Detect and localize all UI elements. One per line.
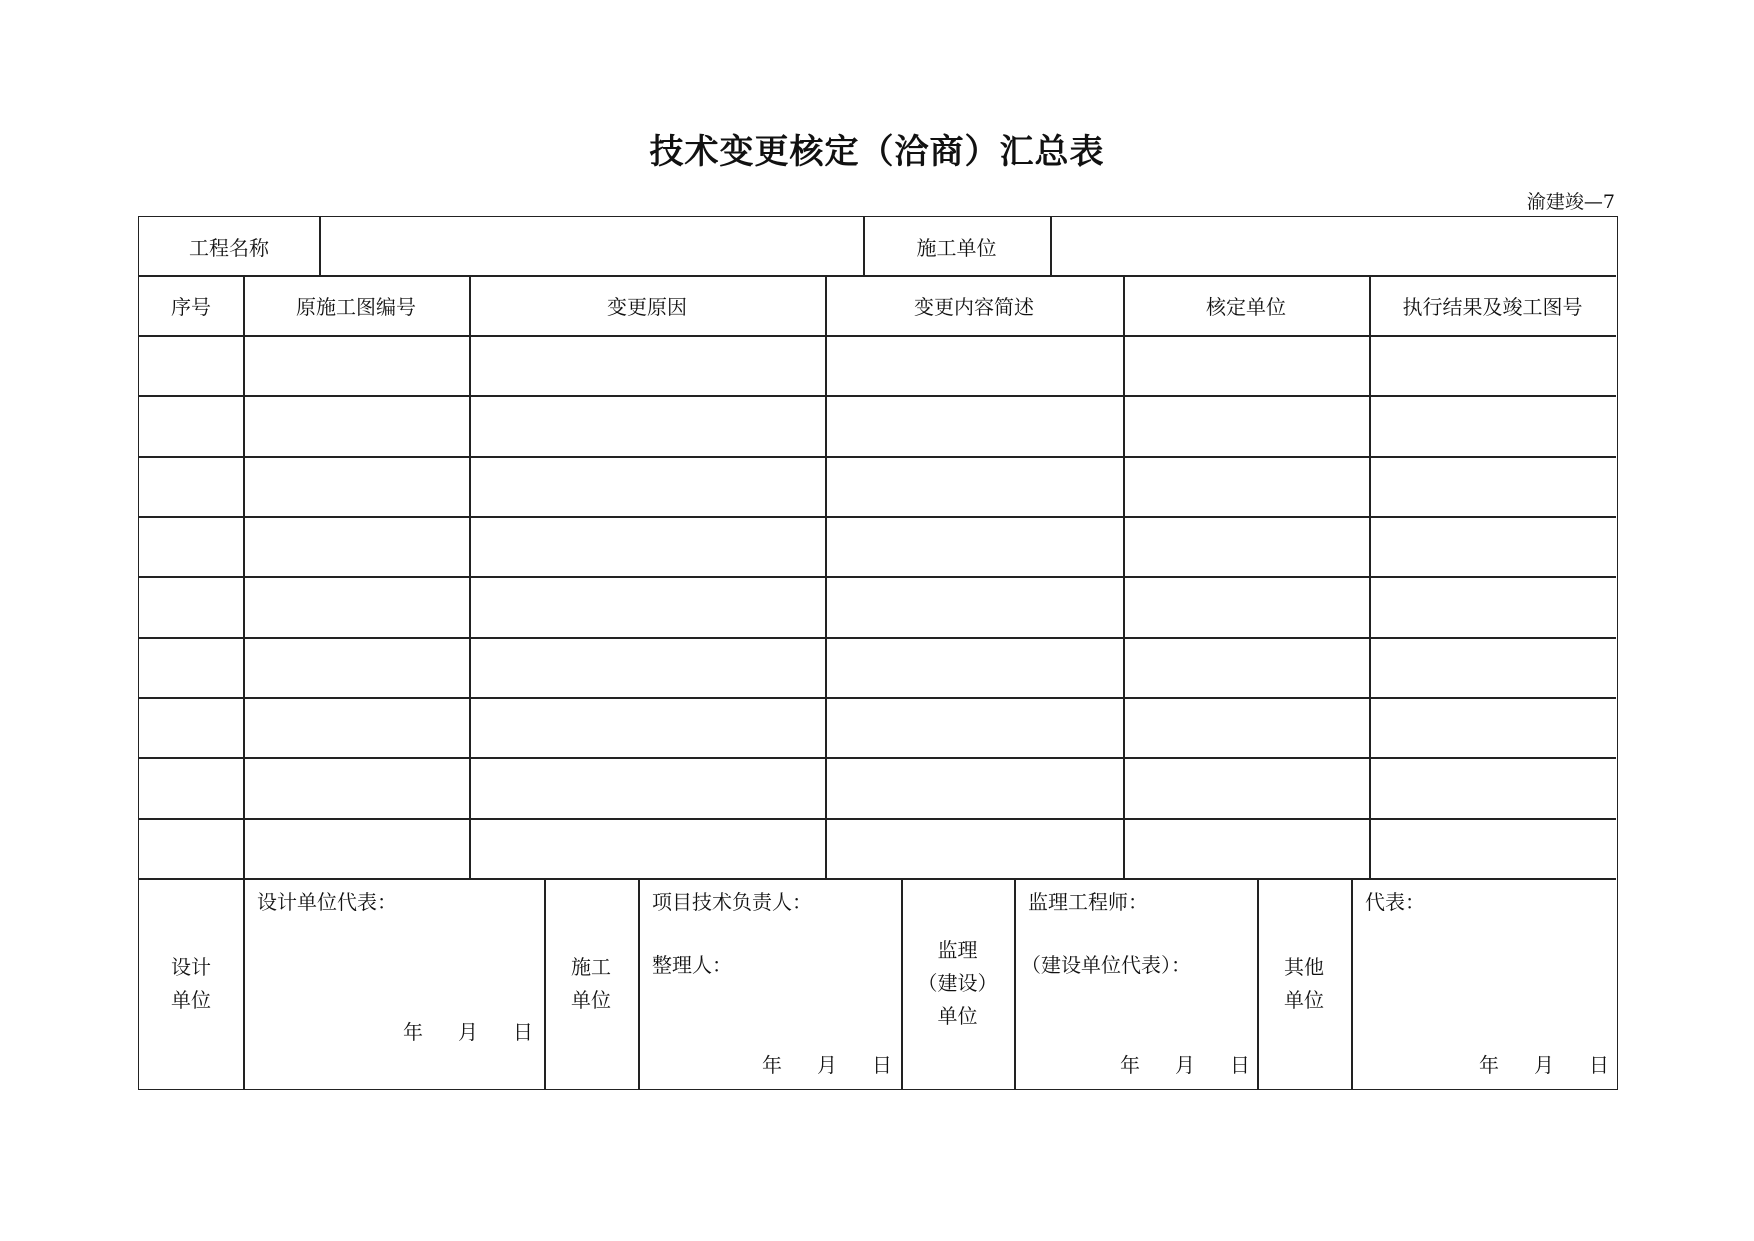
table-cell-approver[interactable] — [1123, 395, 1369, 456]
design-unit-label-line1: 设计 — [171, 954, 211, 979]
table-cell-content[interactable] — [825, 697, 1123, 757]
table-cell-reason[interactable] — [469, 697, 825, 757]
table-cell-approver[interactable] — [1123, 818, 1369, 878]
table-cell-seq[interactable] — [139, 395, 243, 456]
table-cell-result[interactable] — [1369, 637, 1616, 697]
summary-table — [138, 216, 1618, 1090]
column-header-approver: 核定单位 — [1206, 294, 1286, 319]
column-header-result: 执行结果及竣工图号 — [1402, 294, 1583, 319]
design-date-day: 日 — [513, 1020, 533, 1044]
table-cell-result[interactable] — [1369, 757, 1616, 818]
table-cell-reason[interactable] — [469, 456, 825, 516]
table-cell-approver[interactable] — [1123, 456, 1369, 516]
table-cell-approver[interactable] — [1123, 516, 1369, 576]
table-cell-approver[interactable] — [1123, 697, 1369, 757]
supervision-date — [1120, 1049, 1250, 1078]
supervision-date-day: 日 — [1230, 1053, 1250, 1077]
table-cell-drawing-no[interactable] — [243, 697, 469, 757]
table-cell-content[interactable] — [825, 637, 1123, 697]
other-date-year: 年 — [1479, 1053, 1499, 1077]
supervising-engineer-label: 监理工程师： — [1028, 890, 1148, 914]
other-date — [1479, 1049, 1609, 1078]
column-header-content: 变更内容简述 — [914, 294, 1034, 319]
table-cell-seq[interactable] — [139, 576, 243, 637]
table-cell-drawing-no[interactable] — [243, 818, 469, 878]
table-cell-drawing-no[interactable] — [243, 456, 469, 516]
table-cell-approver[interactable] — [1123, 576, 1369, 637]
table-cell-reason[interactable] — [469, 757, 825, 818]
table-cell-approver[interactable] — [1123, 637, 1369, 697]
table-cell-result[interactable] — [1369, 697, 1616, 757]
column-header-reason: 变更原因 — [607, 294, 687, 319]
table-cell-result[interactable] — [1369, 576, 1616, 637]
table-cell-drawing-no[interactable] — [243, 637, 469, 697]
table-cell-result[interactable] — [1369, 818, 1616, 878]
rule-rows-bottom — [139, 878, 1616, 880]
construction-date-month: 月 — [817, 1053, 837, 1077]
design-rep-label: 设计单位代表： — [257, 890, 397, 914]
owner-rep-label: （建设单位代表）： — [1021, 953, 1191, 977]
table-cell-content[interactable] — [825, 395, 1123, 456]
table-cell-content[interactable] — [825, 576, 1123, 637]
table-cell-seq[interactable] — [139, 697, 243, 757]
construction-date-day: 日 — [872, 1053, 892, 1077]
other-unit-label-line2: 单位 — [1284, 987, 1324, 1012]
table-cell-drawing-no[interactable] — [243, 576, 469, 637]
table-cell-content[interactable] — [825, 335, 1123, 395]
other-unit-label — [1257, 878, 1351, 1089]
table-cell-seq[interactable] — [139, 456, 243, 516]
design-unit-label-line2: 单位 — [171, 987, 211, 1012]
design-date — [403, 1016, 533, 1045]
rule-sig-4 — [1014, 878, 1016, 1089]
table-cell-approver[interactable] — [1123, 335, 1369, 395]
supervision-date-year: 年 — [1120, 1053, 1140, 1077]
column-header-drawing-no: 原施工图编号 — [296, 294, 416, 319]
table-cell-reason[interactable] — [469, 395, 825, 456]
table-cell-drawing-no[interactable] — [243, 516, 469, 576]
contractor-label: 施工单位 — [916, 235, 997, 260]
supervision-unit-label-line2: （建设） — [917, 971, 998, 995]
supervision-unit-label-line3: 单位 — [937, 1004, 978, 1028]
table-cell-result[interactable] — [1369, 335, 1616, 395]
table-cell-approver[interactable] — [1123, 757, 1369, 818]
construction-unit-label — [544, 878, 638, 1089]
table-cell-reason[interactable] — [469, 516, 825, 576]
table-cell-reason[interactable] — [469, 576, 825, 637]
page-title: 技术变更核定（洽商）汇总表 — [649, 132, 1105, 172]
table-cell-reason[interactable] — [469, 335, 825, 395]
table-cell-drawing-no[interactable] — [243, 395, 469, 456]
design-unit-label — [139, 878, 243, 1089]
rule-sig-2 — [638, 878, 640, 1089]
supervision-unit-label-line1: 监理 — [937, 938, 978, 962]
table-cell-content[interactable] — [825, 516, 1123, 576]
table-cell-seq[interactable] — [139, 335, 243, 395]
table-cell-reason[interactable] — [469, 637, 825, 697]
table-cell-seq[interactable] — [139, 516, 243, 576]
design-date-month: 月 — [458, 1020, 478, 1044]
design-date-year: 年 — [403, 1020, 423, 1044]
table-cell-content[interactable] — [825, 818, 1123, 878]
other-unit-label-line1: 其他 — [1284, 954, 1324, 979]
table-cell-result[interactable] — [1369, 516, 1616, 576]
table-cell-content[interactable] — [825, 757, 1123, 818]
contractor-field[interactable] — [1052, 217, 1616, 275]
other-date-day: 日 — [1589, 1053, 1609, 1077]
project-name-label: 工程名称 — [189, 235, 269, 260]
table-cell-reason[interactable] — [469, 818, 825, 878]
supervision-date-month: 月 — [1175, 1053, 1195, 1077]
rule-sig-6 — [1351, 878, 1353, 1089]
project-tech-lead-label: 项目技术负责人： — [652, 890, 812, 914]
other-rep-label: 代表： — [1365, 890, 1425, 914]
table-cell-seq[interactable] — [139, 818, 243, 878]
table-cell-content[interactable] — [825, 456, 1123, 516]
construction-unit-label-line2: 单位 — [571, 987, 611, 1012]
organizer-label: 整理人： — [652, 953, 732, 977]
table-cell-drawing-no[interactable] — [243, 335, 469, 395]
construction-date — [762, 1049, 892, 1078]
column-header-seq: 序号 — [171, 294, 211, 319]
other-date-month: 月 — [1534, 1053, 1554, 1077]
project-name-field[interactable] — [321, 217, 863, 275]
table-cell-result[interactable] — [1369, 456, 1616, 516]
form-code: 渝建竣—7 — [1526, 191, 1615, 213]
table-cell-seq[interactable] — [139, 637, 243, 697]
table-cell-seq[interactable] — [139, 757, 243, 818]
construction-date-year: 年 — [762, 1053, 782, 1077]
table-cell-result[interactable] — [1369, 395, 1616, 456]
construction-unit-label-line1: 施工 — [571, 954, 611, 979]
table-cell-drawing-no[interactable] — [243, 757, 469, 818]
supervision-unit-label — [901, 878, 1014, 1089]
